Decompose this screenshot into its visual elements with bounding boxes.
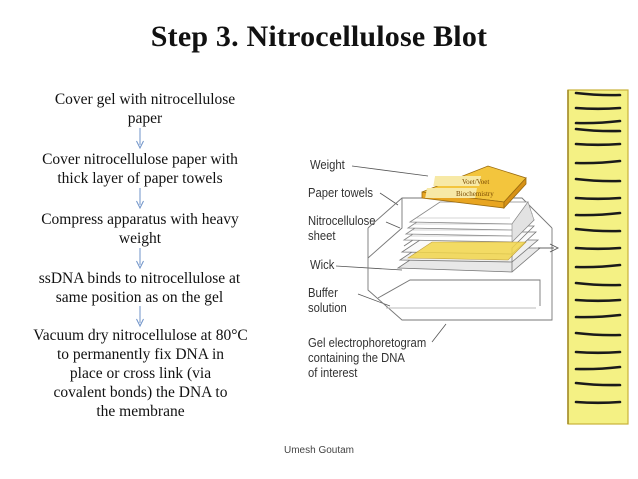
label-gel-line-3: of interest xyxy=(308,366,358,380)
label-nitrocellulose-line-1: Nitrocellulose xyxy=(308,214,376,228)
step-3 xyxy=(15,210,265,248)
step-2 xyxy=(15,150,265,188)
dna-band xyxy=(576,248,620,249)
step-5 xyxy=(8,326,273,421)
membrane-strip xyxy=(568,90,628,424)
step-4-line-2: same position as on the gel xyxy=(55,289,224,306)
step-3-line-2: weight xyxy=(118,230,162,247)
dna-band xyxy=(576,144,620,145)
step-5-line-5: the membrane xyxy=(96,403,185,420)
flow-arrow-3 xyxy=(135,248,145,270)
label-nitrocellulose-line-2: sheet xyxy=(308,229,336,243)
step-4 xyxy=(12,269,267,307)
dna-band xyxy=(576,352,620,353)
step-2-line-1: Cover nitrocellulose paper with xyxy=(42,151,238,168)
label-buffer-line-2: solution xyxy=(308,301,347,315)
label-weight: Weight xyxy=(310,158,345,172)
label-gel-line-1: Gel electrophoretogram xyxy=(308,336,427,350)
dna-band xyxy=(576,300,620,301)
step-2-line-2: thick layer of paper towels xyxy=(57,170,223,187)
step-5-line-4: covalent bonds) the DNA to xyxy=(53,384,228,401)
step-4-line-1: ssDNA binds to nitrocellulose at xyxy=(38,270,241,287)
step-5-line-2: to permanently fix DNA in xyxy=(56,346,225,363)
label-buffer-line-1: Buffer xyxy=(308,286,338,300)
step-1 xyxy=(20,90,270,128)
flow-arrow-1 xyxy=(135,128,145,150)
layer-stack xyxy=(398,202,540,272)
book-title-1: Voet/Voet xyxy=(462,178,490,186)
step-5-line-3: place or cross link (via xyxy=(69,365,212,382)
label-paper-towels: Paper towels xyxy=(308,186,374,200)
slide-title: Step 3. Nitrocellulose Blot xyxy=(150,20,488,53)
dna-band xyxy=(576,198,620,199)
footer-credit: Umesh Goutam xyxy=(283,445,355,456)
apparatus-drawing xyxy=(290,80,638,440)
steps-flow xyxy=(0,0,290,479)
pointer-arrow xyxy=(538,244,558,252)
dna-band xyxy=(576,108,620,109)
step-5-line-1: Vacuum dry nitrocellulose at 80°C xyxy=(33,327,248,344)
step-1-line-2: paper xyxy=(127,110,163,127)
flow-arrow-4 xyxy=(135,306,145,328)
label-wick: Wick xyxy=(310,258,335,272)
step-1-line-1: Cover gel with nitrocellulose xyxy=(54,91,236,108)
label-gel-line-2: containing the DNA xyxy=(308,351,405,365)
dna-band xyxy=(576,402,620,403)
book-title-2: Biochemistry xyxy=(456,190,494,198)
step-3-line-1: Compress apparatus with heavy xyxy=(41,211,239,228)
flow-arrow-2 xyxy=(135,188,145,210)
blot-diagram xyxy=(290,80,638,440)
